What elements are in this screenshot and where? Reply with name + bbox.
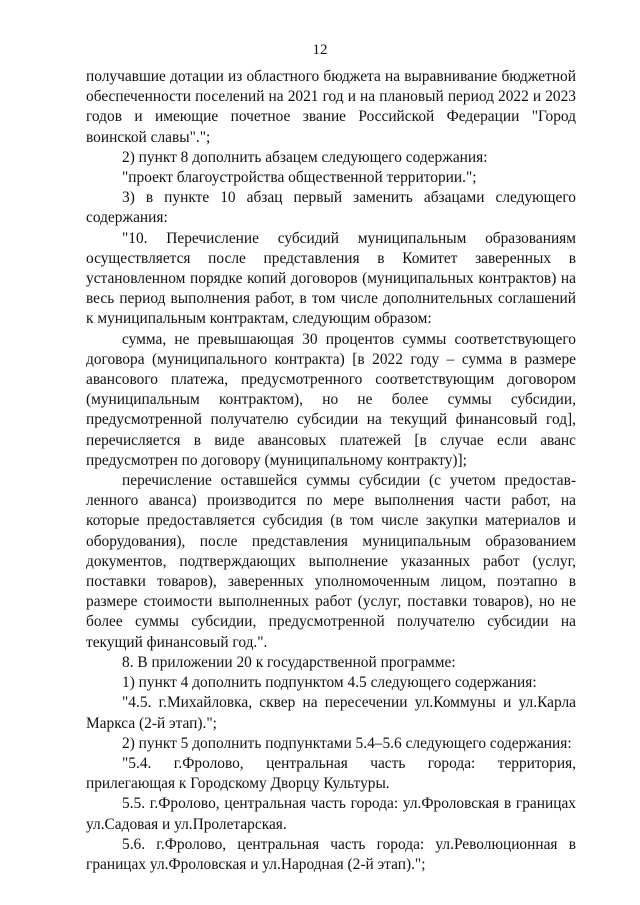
paragraph: 3) в пункте 10 абзац первый заменить абзацами следующего содержания:: [86, 189, 576, 227]
paragraph: "10. Перечисление субсидий муниципальным образованиям осуществляется после представления в Комитет заверенных в установленном порядке копий договоров (муниципальных контрактов) на весь период выполнения работ, в том числе дополнительных соглашений к муниципальным контрактам, следующим образом:: [86, 229, 576, 328]
paragraph: 2) пункт 8 дополнить абзацем следующего содержания:: [122, 148, 488, 166]
paragraph: 2) пункт 5 дополнить подпунктами 5.4–5.6 следующего содержания:: [122, 734, 572, 752]
paragraph: "4.5. г.Михайловка, сквер на пересечении ул.Коммуны и ул.Карла Маркса (2-й этап).";: [86, 694, 576, 732]
paragraph: "5.4. г.Фролово, центральная часть города: территория, прилегающая к Городскому Дворцу Культуры.: [86, 754, 576, 793]
paragraph: 5.5. г.Фролово, центральная часть города: ул.Фроловская в границах ул.Садовая и ул.Пролетарская.: [86, 795, 576, 833]
paragraph: 1) пункт 4 дополнить подпунктом 4.5 следующего содержания:: [122, 674, 537, 692]
paragraph: сумма, не превышающая 30 процентов суммы соответствующего договора (муниципального контракта) [в 2022 году – сумма в размере авансового платежа, предусмотренного соответствующим договором (муниципальным контрактом), но не более суммы субсидии, предусмотренной получателю субсидии на текущий финансовый год], перечисляется в виде авансовых платежей [в случае если аванс предусмотрен по договору (муниципальному контракту)];: [86, 330, 576, 469]
paragraph: "проект благоустройства общественной территории.";: [122, 169, 477, 187]
page-number: 12: [312, 42, 328, 58]
paragraph: перечисление оставшейся суммы субсидии (с учетом предостав-ленного аванса) производится по мере выполнения части работ, на которые предоставляется субсидия (в том числе закупки материалов и оборудования), после представления муниципальным образованием документов, подтверждающих выполнение указанных работ (услуг, поставки товаров), заверенных уполномоченным лицом, поэтапно в размере стоимости выполненных работ (услуг, поставки товаров), но не более суммы субсидии, предусмотренной получателю субсидии на текущий финансовый год.".: [86, 472, 576, 651]
paragraph: получавшие дотации из областного бюджета на выравнивание бюджетной обеспеченности поселений на 2021 год и на плановый период 2022 и 2023 годов и имеющие почетное звание Российской Федерации "Город воинской славы".";: [86, 68, 576, 146]
paragraph: 5.6. г.Фролово, центральная часть города: ул.Революционная в границах ул.Фроловская и ул.Народная (2-й этап).";: [86, 835, 576, 873]
paragraph: 8. В приложении 20 к государственной программе:: [122, 653, 456, 671]
document-body: [86, 67, 576, 875]
